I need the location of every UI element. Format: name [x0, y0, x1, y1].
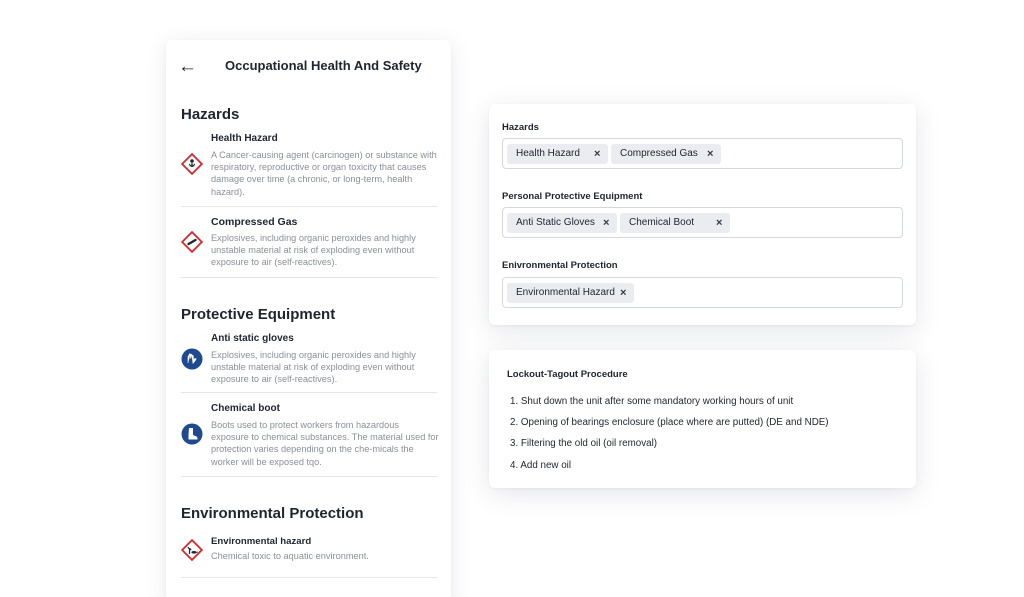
- close-icon[interactable]: ×: [707, 148, 714, 160]
- section-title-protective-equipment: Protective Equipment: [181, 306, 336, 323]
- tag-chip: [620, 213, 730, 233]
- procedure-title: Lockout-Tagout Procedure: [507, 369, 628, 380]
- divider: [181, 206, 437, 207]
- item-name: Anti static gloves: [211, 333, 294, 344]
- env-label: Enivronmental Protection: [502, 260, 618, 271]
- tag-label: Health Hazard: [516, 148, 580, 159]
- tag-chip: [611, 144, 721, 164]
- tag-form-card: [489, 104, 916, 325]
- item-description: A Cancer-causing agent (carcinogen) or substance with respiratory, reproductive or organ toxicity that causes damage over time (a chronic, or long-term, health hazard).: [211, 150, 437, 197]
- health-hazard-icon: [181, 153, 203, 175]
- hazards-label: Hazards: [502, 122, 539, 133]
- procedure-card: [489, 350, 916, 488]
- item-name: Environmental hazard: [211, 536, 312, 547]
- procedure-step: 2. Opening of bearings enclosure (place where are putted) (DE and NDE): [510, 417, 829, 428]
- close-icon[interactable]: ×: [594, 148, 601, 160]
- list-item-compressed-gas[interactable]: [181, 216, 437, 272]
- list-item-environmental-hazard[interactable]: [181, 536, 437, 566]
- page-title: Occupational Health And Safety: [225, 58, 422, 73]
- env-tag-input[interactable]: [502, 277, 903, 308]
- ppe-tag-input[interactable]: [502, 207, 903, 238]
- close-icon[interactable]: ×: [603, 217, 610, 229]
- compressed-gas-icon: [181, 231, 203, 253]
- hazards-tag-input[interactable]: [502, 138, 903, 169]
- top-bar: [166, 40, 451, 94]
- tag-label: Anti Static Gloves: [516, 217, 595, 228]
- left-arrow-icon[interactable]: ←: [178, 56, 197, 77]
- section-title-environmental-protection: Environmental Protection: [181, 505, 364, 522]
- list-item-health-hazard[interactable]: [181, 133, 437, 199]
- list-item-anti-static-gloves[interactable]: [181, 333, 437, 387]
- close-icon[interactable]: ×: [620, 287, 627, 299]
- list-item-chemical-boot[interactable]: [181, 403, 437, 471]
- procedure-step: 1. Shut down the unit after some mandatory working hours of unit: [510, 396, 794, 407]
- divider: [181, 577, 437, 578]
- environmental-hazard-icon: [181, 539, 203, 561]
- item-description: Boots used to protect workers from hazardous exposure to chemical substances. The material used for protection varies depending on the che-micals the worker will be exposed tqo.: [211, 420, 439, 467]
- close-icon[interactable]: ×: [716, 217, 723, 229]
- section-title-hazards: Hazards: [181, 106, 240, 123]
- tag-label: Environmental Hazard: [516, 287, 615, 298]
- boot-icon: [181, 423, 203, 445]
- item-name: Chemical boot: [211, 403, 280, 414]
- gloves-icon: [181, 348, 203, 370]
- procedure-step: 3. Filtering the old oil (oil removal): [510, 438, 658, 449]
- procedure-step: 4. Add new oil: [510, 460, 572, 471]
- divider: [181, 277, 437, 278]
- item-name: Health Hazard: [211, 133, 278, 144]
- item-description: Explosives, including organic peroxides and highly unstable material at risk of exploding even without exposure to air (self-reactives).: [211, 233, 416, 268]
- tag-chip: [507, 144, 608, 164]
- divider: [181, 476, 437, 477]
- tag-chip: [507, 283, 634, 303]
- item-description: Explosives, including organic peroxides and highly unstable material at risk of exploding even without exposure to air (self-reactives).: [211, 350, 416, 385]
- ppe-label: Personal Protective Equipment: [502, 191, 643, 202]
- divider: [181, 392, 437, 393]
- tag-label: Compressed Gas: [620, 148, 698, 159]
- tag-label: Chemical Boot: [629, 217, 695, 228]
- tag-chip: [507, 213, 617, 233]
- item-description: Chemical toxic to aquatic environment.: [211, 551, 369, 561]
- item-name: Compressed Gas: [211, 216, 298, 228]
- safety-panel: [166, 40, 451, 597]
